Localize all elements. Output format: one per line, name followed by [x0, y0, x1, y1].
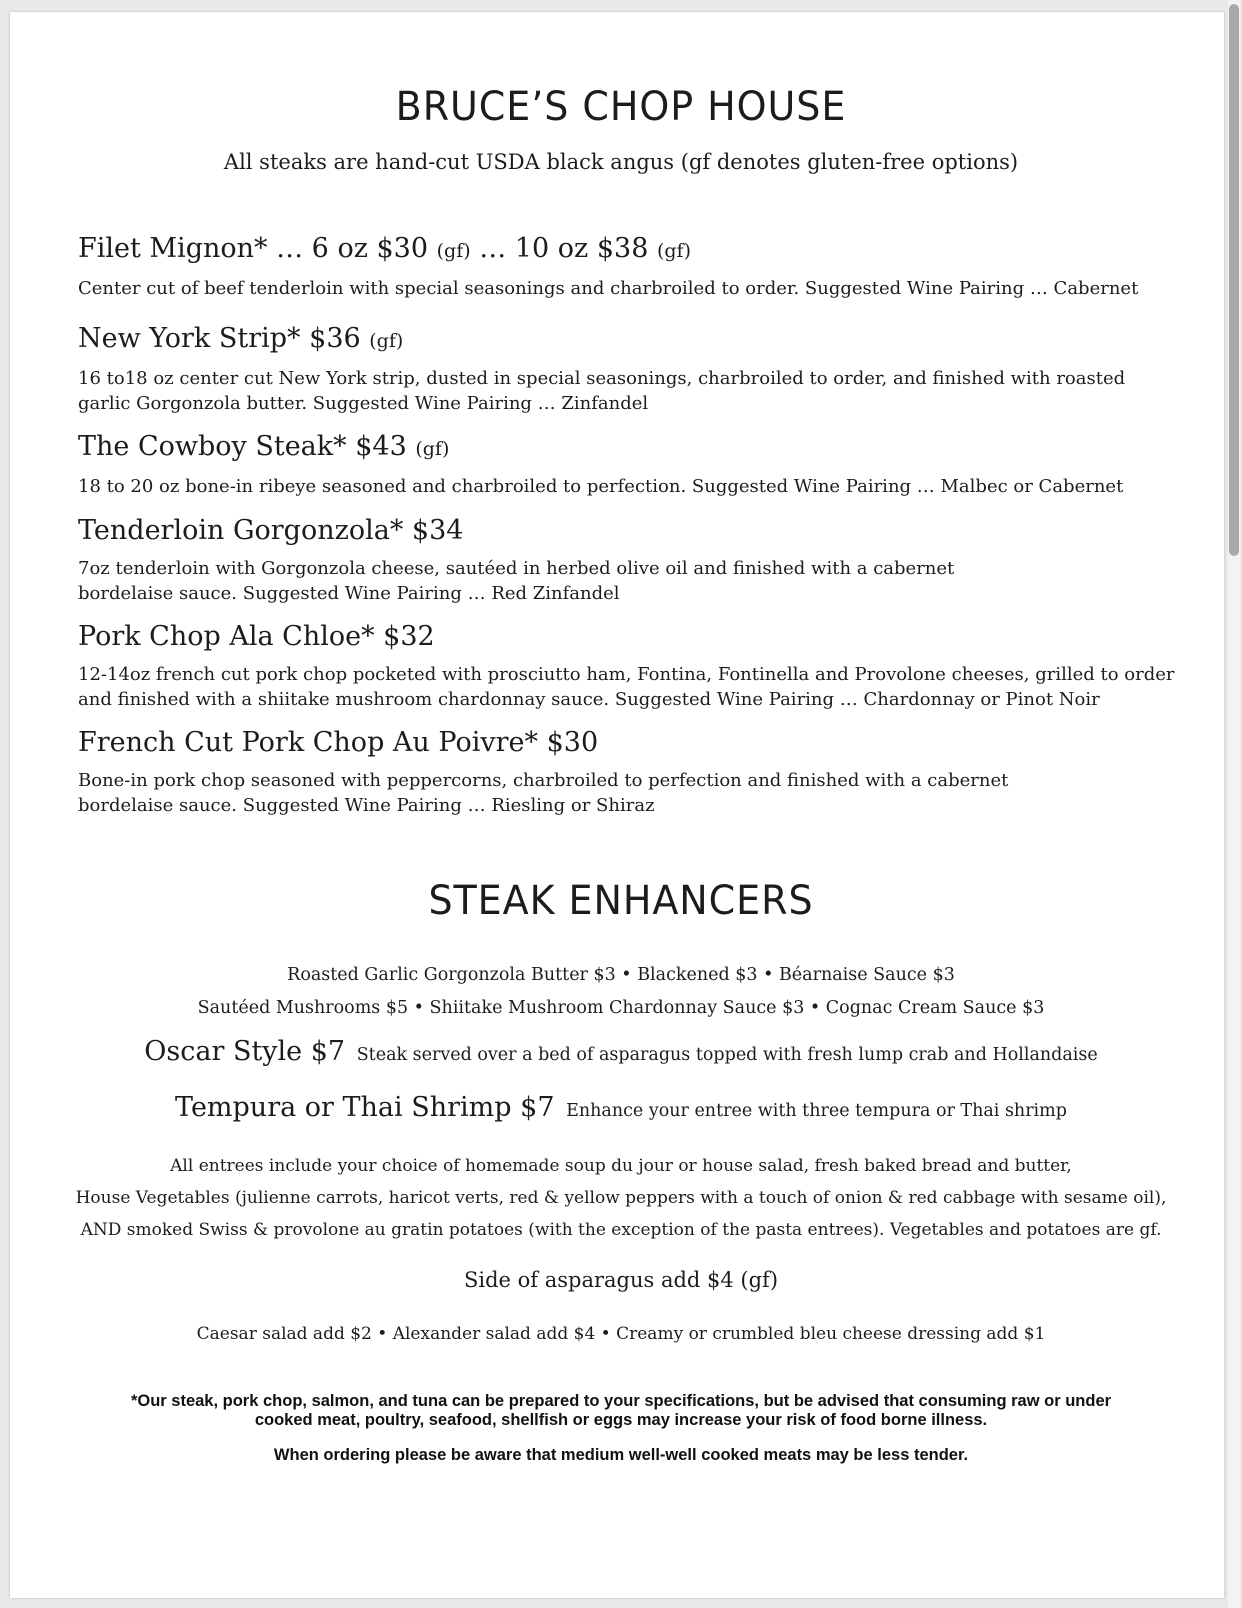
enhancer-name: Tempura or Thai Shrimp $7	[175, 1092, 555, 1123]
side-asparagus: Side of asparagus add $4 (gf)	[463, 1268, 779, 1292]
item-name: Filet Mignon* … 6 oz $30	[78, 233, 429, 264]
entree-note-3: AND smoked Swiss & provolone au gratin potatoes (with the exception of the pasta entrees). Vegetables and potatoes are gf.	[80, 1220, 1162, 1240]
item-name: New York Strip* $36	[78, 323, 361, 354]
item-name: French Cut Pork Chop Au Poivre* $30	[78, 727, 599, 758]
enhancer-oscar-style	[0, 1036, 1242, 1067]
item-description: 18 to 20 oz bone-in ribeye seasoned and charbroiled to perfection. Suggested Wine Pairing … Malbec or Cabernet	[78, 476, 1124, 497]
menu-item-tenderloin-gorgonzola	[78, 514, 1198, 606]
item-description: Center cut of beef tenderloin with special seasonings and charbroiled to order. Suggested Wine Pairing … Cabernet	[78, 278, 1139, 299]
item-description: Bone-in pork chop seasoned with peppercorns, charbroiled to perfection and finished with a cabernet bordelaise sauce. Suggested Wine Pairing … Riesling or Shiraz	[78, 770, 1009, 816]
salad-addons: Caesar salad add $2 • Alexander salad add $4 • Creamy or crumbled bleu cheese dressing add $1	[196, 1324, 1046, 1344]
item-description: 12-14oz french cut pork chop pocketed with prosciutto ham, Fontina, Fontinella and Provolone cheeses, grilled to order and finished with a shiitake mushroom chardonnay sauce. Suggested Wine Pairing … Chardonnay or Pinot Noir	[78, 664, 1175, 710]
enhancer-shrimp	[0, 1092, 1242, 1123]
food-safety-disclaimer: *Our steak, pork chop, salmon, and tuna can be prepared to your specifications, but be advised that consuming raw or under cooked meat, poultry, seafood, shellfish or eggs may increase your risk of food borne illness.	[130, 1392, 1112, 1429]
enhancer-name: Oscar Style $7	[144, 1036, 346, 1067]
menu-item-pork-chop-ala-chloe	[78, 620, 1198, 712]
entree-note-1: All entrees include your choice of homemade soup du jour or house salad, fresh baked bread and butter,	[170, 1156, 1072, 1176]
item-description: 16 to18 oz center cut New York strip, dusted in special seasonings, charbroiled to order, and finished with roasted garlic Gorgonzola butter. Suggested Wine Pairing … Zinfandel	[78, 368, 1126, 414]
item-name: Tenderloin Gorgonzola* $34	[78, 515, 464, 546]
gf-tag: (gf)	[656, 240, 691, 262]
gf-tag: (gf)	[415, 438, 450, 460]
doneness-disclaimer: When ordering please be aware that medium well-well cooked meats may be less tender.	[273, 1446, 969, 1464]
item-name: The Cowboy Steak* $43	[78, 431, 407, 462]
item-name: Pork Chop Ala Chloe* $32	[78, 621, 435, 652]
enhancer-description: Enhance your entree with three tempura or Thai shrimp	[566, 1101, 1067, 1121]
entree-note-2: House Vegetables (julienne carrots, haricot verts, red & yellow peppers with a touch of onion & red cabbage with sesame oil),	[75, 1188, 1167, 1208]
scrollbar-thumb[interactable]	[1229, 4, 1239, 556]
enhancer-description: Steak served over a bed of asparagus topped with fresh lump crab and Hollandaise	[356, 1045, 1098, 1065]
gf-tag: (gf)	[436, 240, 471, 262]
menu-item-new-york-strip	[78, 322, 1198, 416]
enhancers-line-1: Roasted Garlic Gorgonzola Butter $3 • Blackened $3 • Béarnaise Sauce $3	[287, 965, 955, 985]
page-title: BRUCE’S CHOP HOUSE	[395, 84, 847, 130]
menu-item-filet-mignon	[78, 232, 1198, 301]
menu-item-cowboy-steak	[78, 430, 1198, 499]
item-description: 7oz tenderloin with Gorgonzola cheese, sautéed in herbed olive oil and finished with a cabernet bordelaise sauce. Suggested Wine Pairing … Red Zinfandel	[78, 558, 955, 604]
enhancers-line-2: Sautéed Mushrooms $5 • Shiitake Mushroom Chardonnay Sauce $3 • Cognac Cream Sauce $3	[197, 998, 1045, 1018]
item-name-second-size: … 10 oz $38	[470, 233, 649, 264]
gf-tag: (gf)	[369, 330, 404, 352]
enhancers-title: STEAK ENHANCERS	[428, 878, 814, 924]
page-subtitle: All steaks are hand-cut USDA black angus (gf denotes gluten-free options)	[223, 150, 1019, 174]
menu-item-pork-chop-au-poivre	[78, 726, 1198, 818]
